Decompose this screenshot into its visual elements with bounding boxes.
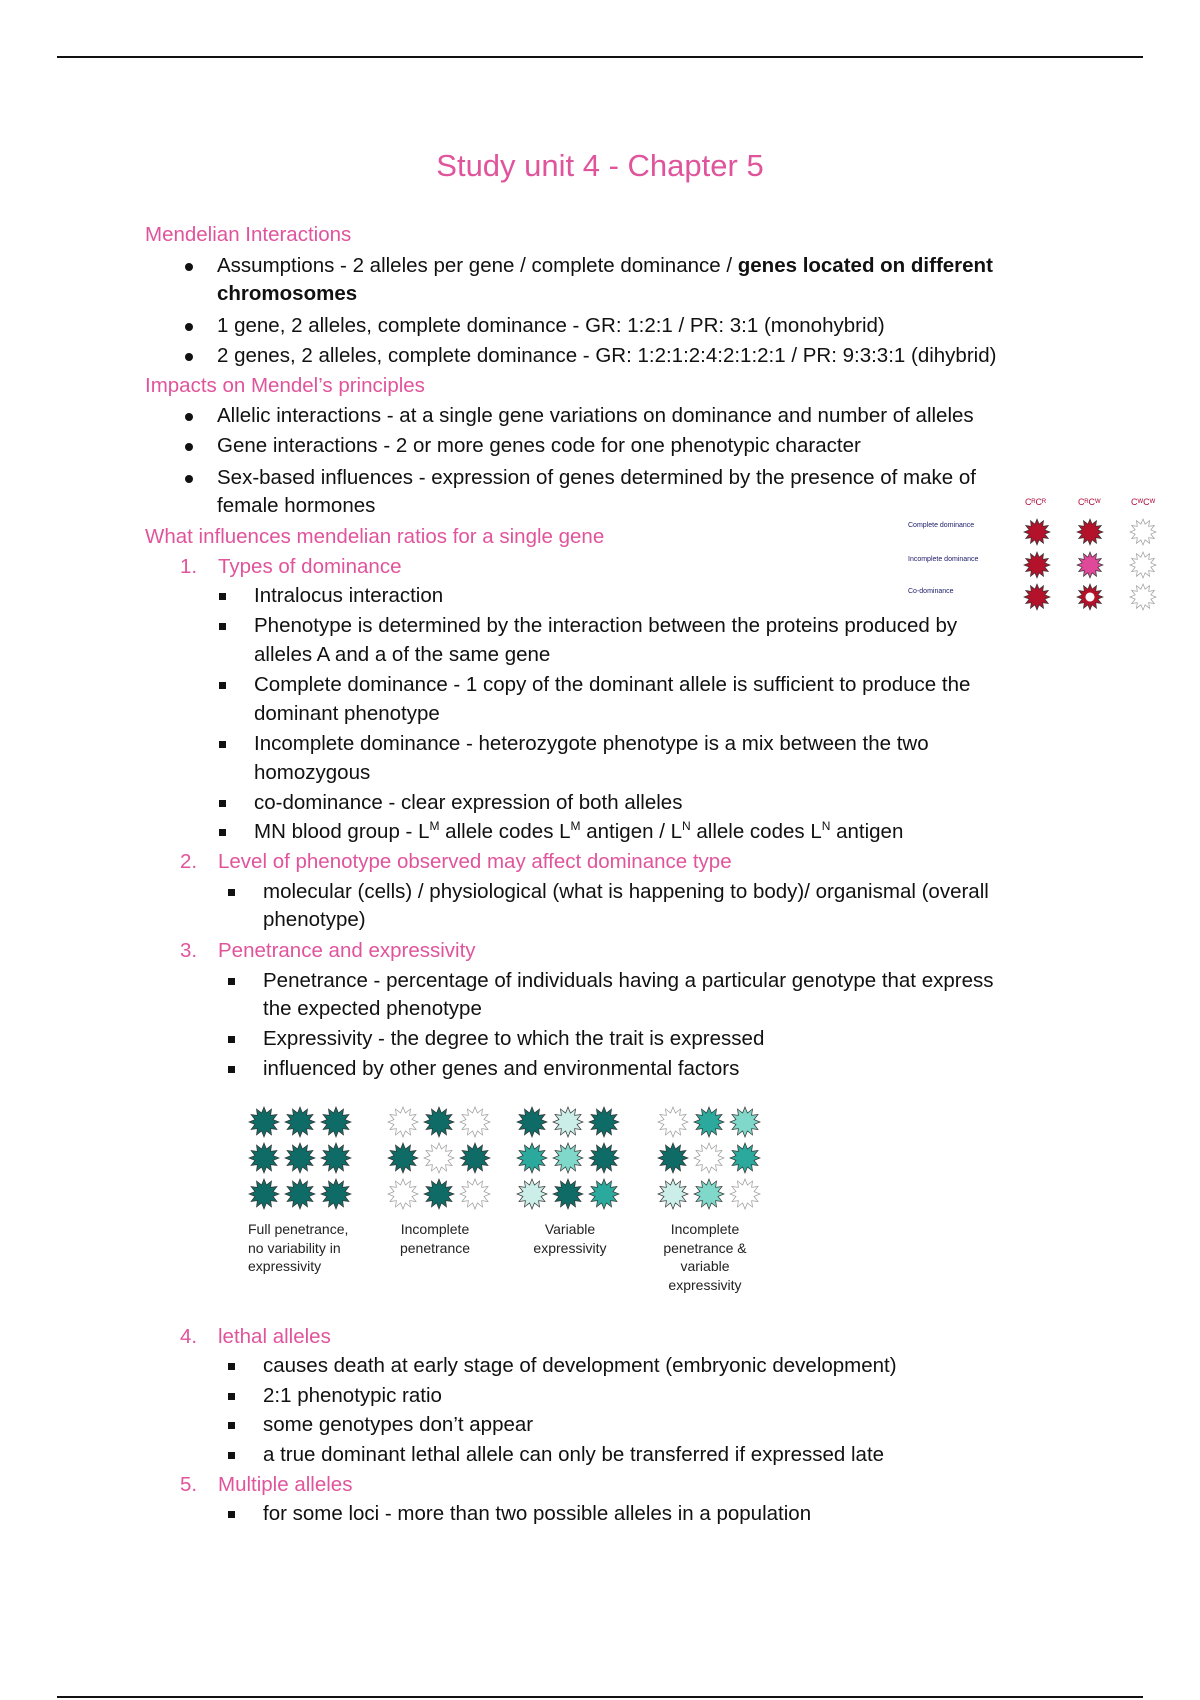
phenotype-cell-icon: [424, 1143, 454, 1173]
phenotype-cell-icon: [694, 1143, 724, 1173]
top-rule: [57, 56, 1143, 58]
page-title: Study unit 4 - Chapter 5: [436, 148, 764, 183]
phenotype-cell-icon: [285, 1143, 315, 1173]
phenotype-cell-icon: [553, 1143, 583, 1173]
item-3-line-1: Penetrance - percentage of individuals having a particular genotype that express: [263, 969, 994, 992]
item-4-line-4: a true dominant lethal allele can only be transferred if expressed late: [263, 1443, 885, 1466]
square-bullet: [228, 978, 235, 985]
item-1-line-5: co-dominance - clear expression of both alleles: [254, 791, 683, 814]
square-bullet: [219, 593, 226, 600]
item-3-line-3: influenced by other genes and environmental factors: [263, 1057, 740, 1080]
phenotype-cell-icon: [730, 1107, 760, 1137]
square-bullet: [228, 1363, 235, 1370]
bottom-rule: [57, 1696, 1143, 1698]
phenotype-cell-icon: [460, 1107, 490, 1137]
phenotype-cell-icon: [321, 1143, 351, 1173]
phenotype-cell-icon: [321, 1107, 351, 1137]
square-bullet: [219, 741, 226, 748]
phenotype-cell-icon: [658, 1107, 688, 1137]
bullet: [185, 443, 193, 451]
square-bullet: [219, 829, 226, 836]
phenotype-cell-icon: [730, 1143, 760, 1173]
item-3-line-2: Expressivity - the degree to which the trait is expressed: [263, 1027, 765, 1050]
square-bullet: [228, 1393, 235, 1400]
square-bullet: [228, 1452, 235, 1459]
caption-incomplete-penetrance: Incomplete penetrance: [399, 1221, 471, 1256]
square-bullet: [228, 889, 235, 896]
item-1-line-3: Complete dominance - 1 copy of the dominant allele is sufficient to produce the: [254, 673, 971, 696]
square-bullet: [228, 1066, 235, 1073]
item-3-line-1-cont: the expected phenotype: [263, 997, 482, 1020]
mendelian-bullet-1-cont: chromosomes: [217, 282, 358, 305]
phenotype-cell-icon: [249, 1179, 279, 1209]
item-1-line-1: Intralocus interaction: [254, 584, 444, 607]
phenotype-cell-icon: [388, 1179, 418, 1209]
impacts-bullet-2: Gene interactions - 2 or more genes code for one phenotypic character: [217, 434, 861, 457]
phenotype-cell-icon: [589, 1107, 619, 1137]
dominance-cell-icon: [1077, 552, 1103, 578]
item-2-line-1: molecular (cells) / physiological (what is happening to body)/ organismal (overall: [263, 880, 989, 903]
genotype-header-1: CᴿCᴿ: [1025, 497, 1047, 507]
square-bullet: [228, 1511, 235, 1518]
phenotype-cell-icon: [249, 1143, 279, 1173]
penetrance-cell-grids: [240, 1098, 780, 1218]
phenotype-cell-icon: [460, 1143, 490, 1173]
caption-incomplete-and-variable: Incomplete penetrance & variable expressivity: [663, 1221, 747, 1293]
phenotype-cell-icon: [694, 1107, 724, 1137]
phenotype-cell-icon: [517, 1179, 547, 1209]
dominance-cell-icon: [1024, 584, 1050, 610]
genotype-header-3: CᵂCᵂ: [1131, 497, 1156, 507]
phenotype-cell-icon: [694, 1179, 724, 1209]
phenotype-cell-icon: [285, 1179, 315, 1209]
phenotype-cell-icon: [388, 1107, 418, 1137]
impacts-bullet-1: Allelic interactions - at a single gene variations on dominance and number of alleles: [217, 404, 974, 427]
genotype-header-2: CᴿCᵂ: [1078, 497, 1101, 507]
square-bullet: [228, 1422, 235, 1429]
caption-variable-expressivity: Variable expressivity: [533, 1221, 607, 1256]
phenotype-cell-icon: [517, 1143, 547, 1173]
phenotype-cell-icon: [460, 1179, 490, 1209]
phenotype-cell-icon: [285, 1107, 315, 1137]
penetrance-figure: [240, 1098, 780, 1298]
dominance-cell-icon: [1130, 519, 1156, 545]
impacts-bullet-3: Sex-based influences - expression of genes determined by the presence of make of: [217, 466, 976, 489]
phenotype-cell-icon: [388, 1143, 418, 1173]
bullet: [185, 413, 193, 421]
codominant-cell-icon-core: [1085, 592, 1094, 601]
impacts-bullet-3-cont: female hormones: [217, 494, 376, 517]
bullet: [185, 323, 193, 331]
phenotype-cell-icon: [589, 1143, 619, 1173]
mendelian-bullet-3: 2 genes, 2 alleles, complete dominance - GR: 1:2:1:2:4:2:1:2:1 / PR: 9:3:3:1 (dihybrid): [217, 344, 997, 367]
item-4-line-2: 2:1 phenotypic ratio: [263, 1384, 442, 1407]
dominance-cell-icon: [1077, 519, 1103, 545]
phenotype-cell-icon: [553, 1107, 583, 1137]
phenotype-cell-icon: [424, 1179, 454, 1209]
item-2-title: 2. Level of phenotype observed may affect dominance type: [180, 850, 732, 873]
row-label-incomplete: Incomplete dominance: [908, 556, 979, 563]
phenotype-cell-icon: [517, 1107, 547, 1137]
item-4-title: 4. lethal alleles: [180, 1325, 331, 1348]
item-5-line-1: for some loci - more than two possible alleles in a population: [263, 1502, 812, 1525]
item-2-line-1-cont: phenotype): [263, 908, 366, 931]
mendelian-bullet-2: 1 gene, 2 alleles, complete dominance - GR: 1:2:1 / PR: 3:1 (monohybrid): [217, 314, 885, 337]
item-4-line-3: some genotypes don’t appear: [263, 1413, 534, 1436]
phenotype-cell-icon: [658, 1143, 688, 1173]
dominance-cell-icon: [1130, 552, 1156, 578]
row-label-codominance: Co-dominance: [908, 588, 954, 595]
row-label-complete: Complete dominance: [908, 522, 975, 529]
item-4-line-1: causes death at early stage of development (embryonic development): [263, 1354, 897, 1377]
dominance-cell-icon: [1024, 552, 1050, 578]
bullet: [185, 263, 193, 271]
square-bullet: [219, 682, 226, 689]
square-bullet: [219, 800, 226, 807]
bullet: [185, 475, 193, 483]
dominance-figure: [905, 495, 1165, 620]
phenotype-cell-icon: [553, 1179, 583, 1209]
mendelian-bullet-1: Assumptions - 2 alleles per gene / complete dominance / genes located on different: [217, 254, 993, 277]
heading-impacts: Impacts on Mendel’s principles: [145, 374, 425, 397]
phenotype-cell-icon: [424, 1107, 454, 1137]
phenotype-cell-icon: [730, 1179, 760, 1209]
phenotype-cell-icon: [249, 1107, 279, 1137]
dominance-cell-icon: [1024, 519, 1050, 545]
item-5-title: 5. Multiple alleles: [180, 1473, 353, 1496]
item-1-line-3-cont: dominant phenotype: [254, 702, 440, 725]
item-1-line-mn: MN blood group - $L^M$ allele codes $L^M$ antigen / $L^N$ allele codes $L^N$ antigen: [254, 819, 904, 843]
item-1-line-4: Incomplete dominance - heterozygote phenotype is a mix between the two: [254, 732, 929, 755]
phenotype-cell-icon: [589, 1179, 619, 1209]
dominance-cell-icon: [1130, 584, 1156, 610]
heading-mendelian: Mendelian Interactions: [145, 223, 352, 246]
dominance-cells: [905, 495, 1165, 620]
square-bullet: [228, 1036, 235, 1043]
phenotype-cell-icon: [321, 1179, 351, 1209]
caption-full-penetrance: Full penetrance, no variability in expressivity: [248, 1221, 349, 1274]
item-1-line-2-cont: alleles A and a of the same gene: [254, 643, 551, 666]
square-bullet: [219, 623, 226, 630]
item-1-title: 1. Types of dominance: [180, 555, 402, 578]
phenotype-cell-icon: [658, 1179, 688, 1209]
item-3-title: 3. Penetrance and expressivity: [180, 939, 476, 962]
item-1-line-4-cont: homozygous: [254, 761, 371, 784]
heading-ratios: What influences mendelian ratios for a single gene: [145, 525, 605, 548]
bullet: [185, 353, 193, 361]
item-1-line-2: Phenotype is determined by the interaction between the proteins produced by: [254, 614, 958, 637]
